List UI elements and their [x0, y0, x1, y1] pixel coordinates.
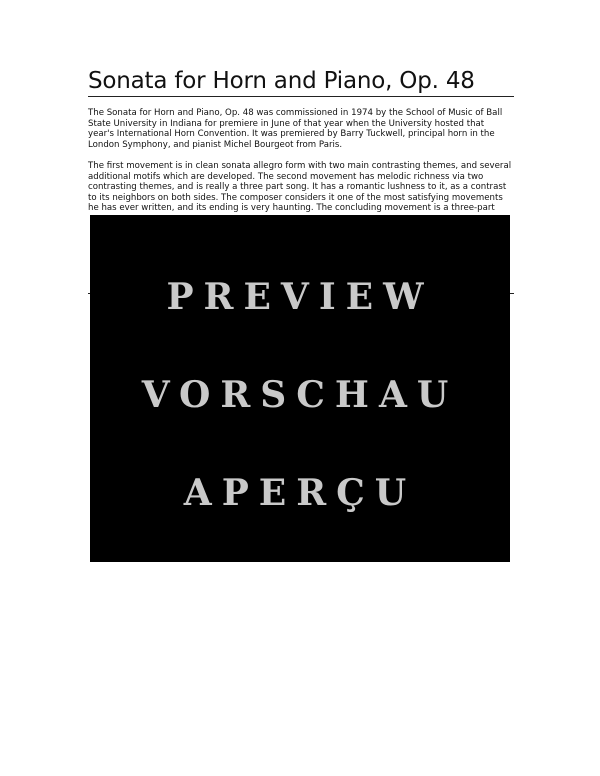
paragraph-movements: The first movement is in clean sonata allegro form with two main contrasting themes, and several additional motifs which are developed. The second movement has melodic richness via two contrasting themes, and is really a three part song. It has a romantic lushness to it, as a contrast to its neighbors on both sides. The composer considers it one of the most satisfying movements he has ever written, and its ending is very haunting. The concluding movement is a three-part	[88, 161, 512, 214]
preview-watermark-overlay	[90, 215, 510, 562]
title-divider	[88, 96, 514, 97]
watermark-apercu: APERÇU	[183, 472, 417, 514]
page-title: Sonata for Horn and Piano, Op. 48	[88, 68, 475, 94]
watermark-preview: PREVIEW	[166, 276, 434, 318]
watermark-vorschau: VORSCHAU	[141, 374, 459, 416]
paragraph-commission: The Sonata for Horn and Piano, Op. 48 was commissioned in 1974 by the School of Music of Ball State University in Indiana for premiere in June of that year when the University hosted that year's International Horn Convention. It was premiered by Barry Tuckwell, principal horn in the London Symphony, and pianist Michel Bourgeot from Paris.	[88, 108, 503, 150]
